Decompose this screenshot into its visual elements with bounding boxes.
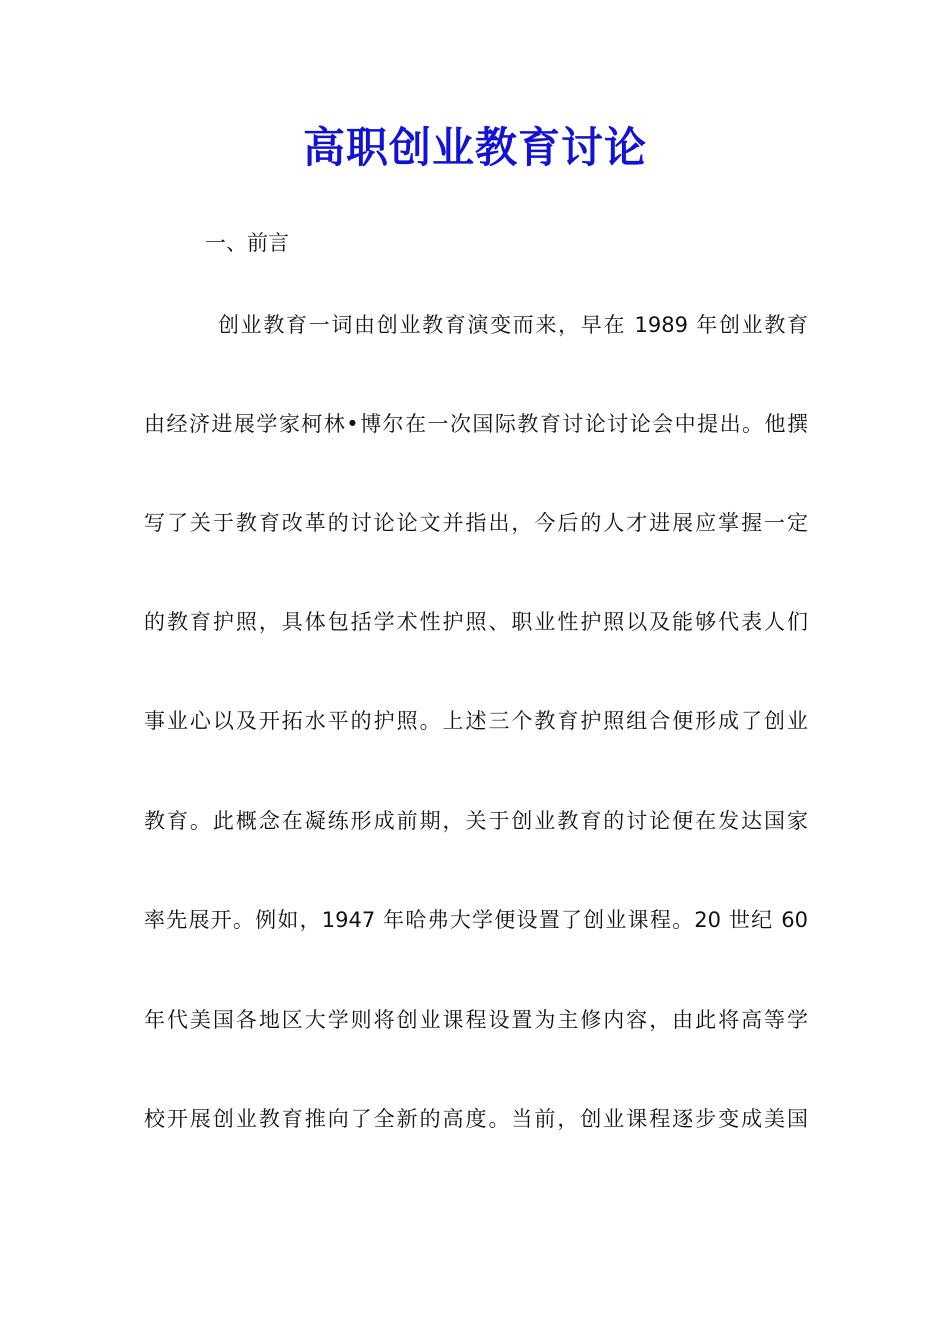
paragraph-line: 由经济进展学家柯林•博尔在一次国际教育讨论讨论会中提出。他撰 (144, 412, 808, 436)
paragraph-line: 创业教育一词由创业教育演变而来，早在 1989 年创业教育 (218, 313, 808, 337)
paragraph-line: 教育。此概念在凝练形成前期，关于创业教育的讨论便在发达国家 (144, 809, 808, 833)
paragraph-line: 校开展创业教育推向了全新的高度。当前，创业课程逐步变成美国 (144, 1107, 808, 1131)
paragraph-line: 事业心以及开拓水平的护照。上述三个教育护照组合便形成了创业 (144, 709, 808, 733)
paragraph-line: 写了关于教育改革的讨论论文并指出，今后的人才进展应掌握一定 (144, 511, 808, 535)
section-heading: 一、前言 (205, 231, 289, 255)
paragraph-line: 率先展开。例如，1947 年哈弗大学便设置了创业课程。20 世纪 60 (144, 908, 808, 932)
document-title: 高职创业教育讨论 (302, 123, 647, 172)
paragraph-line: 年代美国各地区大学则将创业课程设置为主修内容，由此将高等学 (144, 1008, 808, 1032)
paragraph-line: 的教育护照，具体包括学术性护照、职业性护照以及能够代表人们 (144, 610, 808, 634)
